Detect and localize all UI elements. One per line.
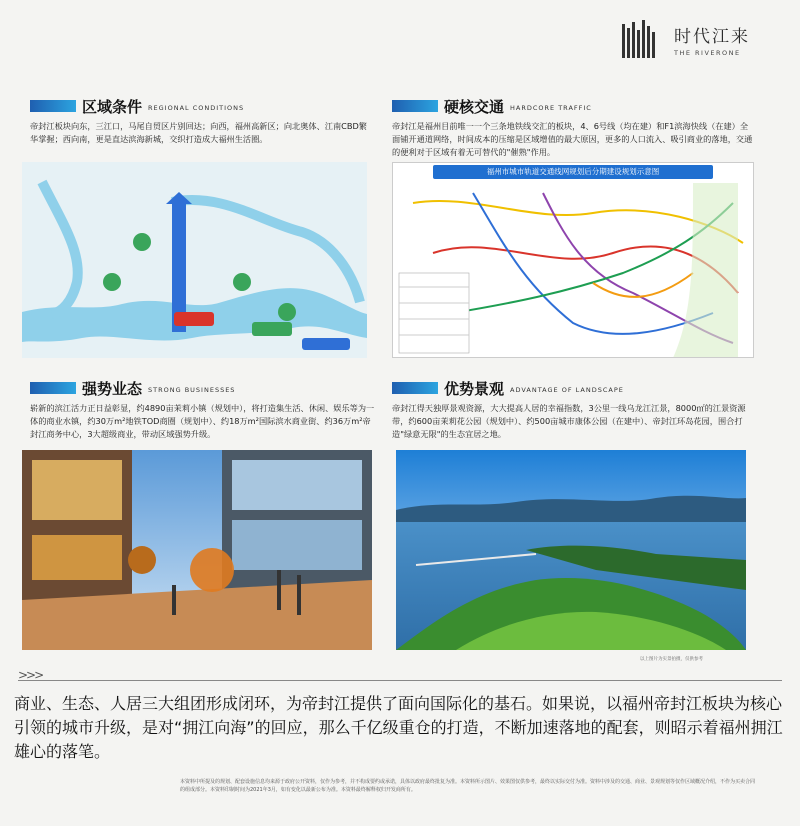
brand-name-cn: 时代江来 bbox=[674, 26, 750, 47]
section-title-cn: 区域条件 bbox=[82, 97, 143, 116]
image-caption: 以上图片为实景拍摄，仅供参考 bbox=[640, 657, 703, 662]
section-tag-icon bbox=[30, 382, 76, 394]
section-business bbox=[30, 378, 375, 441]
section-tag-icon bbox=[392, 382, 438, 394]
chevrons-icon: >>> bbox=[18, 668, 43, 682]
metro-map-image bbox=[392, 162, 754, 358]
section-title-cn: 硬核交通 bbox=[444, 97, 505, 116]
section-tag-icon bbox=[30, 100, 76, 112]
brand-mark-icon bbox=[622, 20, 666, 58]
section-tag-icon bbox=[392, 100, 438, 112]
summary-paragraph: 商业、生态、人居三大组团形成闭环，为帝封江提供了面向国际化的基石。如果说，以福州帝封江板块为核心引领的城市升级，是对“拥江向海”的回应，那么千亿级重仓的打造，不断加速落地的配套，则昭示着福州拥江雄心的落笔。 bbox=[14, 694, 783, 761]
river-landscape-image bbox=[396, 450, 746, 650]
section-title-en: REGIONAL CONDITIONS bbox=[148, 104, 245, 112]
divider bbox=[18, 680, 782, 681]
brand-name-en: THE RIVERONE bbox=[674, 48, 741, 57]
section-regional bbox=[30, 96, 375, 146]
footnote: 本资料中所提及的规划、配套设施信息均来源于政府公开资料，仅作为参考，并不构成要约或承诺，具体以政府最终批复为准。本资料所示图片、效果图仅供参考，最终以实际交付为准。资料中涉及的交通、商业、景观规划等仅作区域概况介绍，不作为买卖合同的组成部分。本资料印制时间为2021年3月，如有变化以最新公布为准。本资料最终解释权归开发商所有。 bbox=[180, 779, 756, 793]
commercial-street-image bbox=[22, 450, 372, 650]
section-traffic bbox=[392, 96, 754, 159]
section-title-en: STRONG BUSINESSES bbox=[148, 386, 236, 394]
brand-logo bbox=[622, 20, 750, 58]
section-title-en: ADVANTAGE OF LANDSCAPE bbox=[510, 386, 624, 394]
section-desc: 帝封江板块向东，三江口，马尾自贸区片别回达；向西，福州高新区；向北奥体、江南CBD繁华掌握；西向南，更是直达滨海新城，交织打造成大福州生活圈。 bbox=[30, 121, 367, 144]
regional-map-image bbox=[22, 162, 367, 358]
section-title-cn: 优势景观 bbox=[444, 379, 505, 398]
section-landscape bbox=[392, 378, 754, 441]
section-desc: 帝封江是福州目前唯一一个三条地铁线交汇的板块，4、6号线（均在建）和F1滨海快线（在建）全面铺开通道网络，时间成本的压缩是区域增值的最大原因，更多的人口流入、吸引商业的落地，交通的便利对于区域有着无可替代的"催熟"作用。 bbox=[392, 121, 753, 157]
metro-map-title: 福州市城市轨道交通线网规划后分期建设规划示意图 bbox=[433, 165, 713, 179]
section-title-en: HARDCORE TRAFFIC bbox=[510, 104, 592, 112]
section-desc: 崭新的滨江活力正日益彰显，约4890亩茉莉小镇（规划中），将打造集生活、休闲、娱乐等为一体的商业水镇，约30万m²地铁TOD商圈（规划中）、约18万m²国际滨水商业街、约36万m²帝封江商务中心，3大超级商业，带动区域强势升级。 bbox=[30, 403, 375, 439]
section-title-cn: 强势业态 bbox=[82, 379, 143, 398]
section-desc: 帝封江得天独厚景观资源，大大提高人居的幸福指数，3公里一线乌龙江江景，8000㎡的江景资源带，约600亩茉莉花公园（规划中）、约500亩城市康体公园（在建中）、帝封江环岛花园，围合打造"绿意无限"的生态宜居之地。 bbox=[392, 403, 746, 439]
